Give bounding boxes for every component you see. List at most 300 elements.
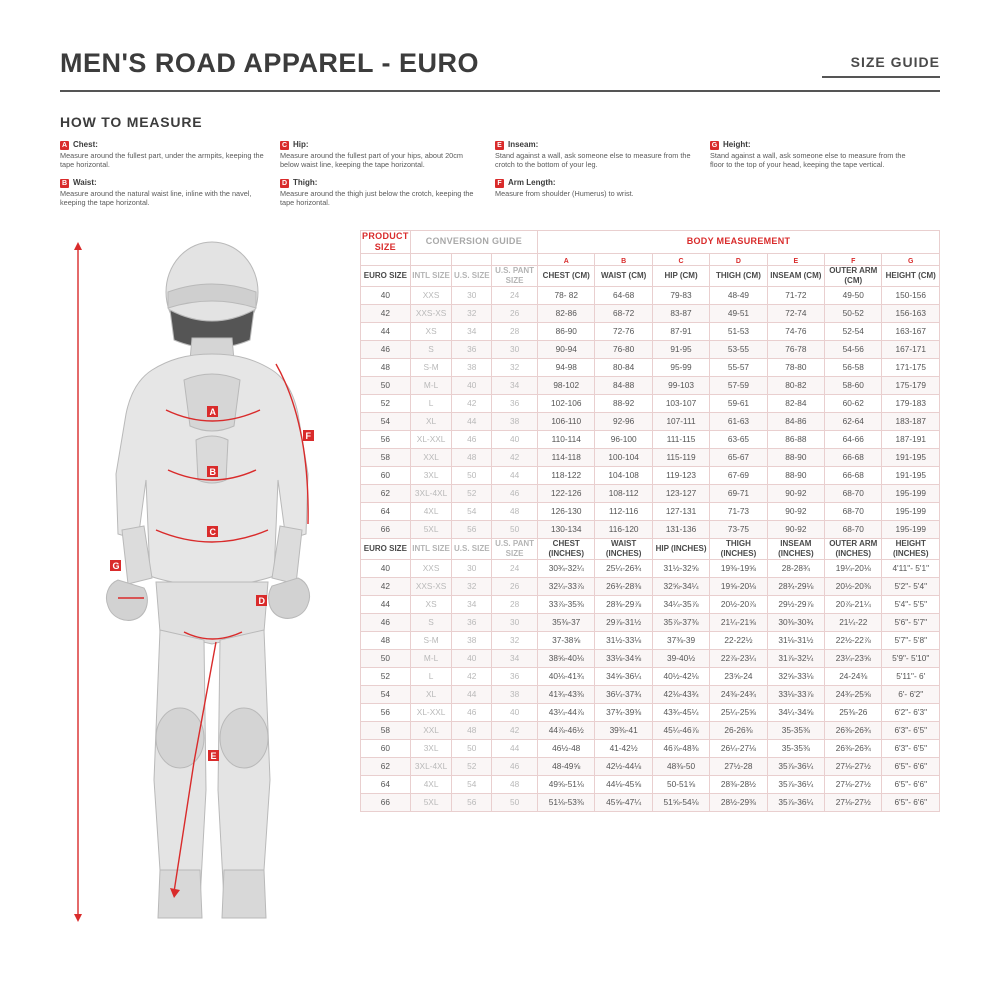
- table-cell: 54: [361, 412, 411, 430]
- measure-text-hip: Measure around the fullest part of your hips, about 20cm below waist line, keeping the tape horizontal.: [280, 151, 463, 170]
- table-cell: 42: [452, 394, 492, 412]
- table-cell: 78-80: [767, 358, 824, 376]
- table-row: [361, 739, 940, 757]
- table-cell: 195-199: [882, 502, 940, 520]
- table-cell: 102-106: [538, 394, 595, 412]
- col-letter-a: A: [538, 253, 595, 265]
- table-cell: 35⅞-36¼: [767, 775, 824, 793]
- table-cell: 32: [452, 577, 492, 595]
- table-cell: 82-86: [538, 304, 595, 322]
- table-cell: 100-104: [595, 448, 652, 466]
- table-cell: 49-50: [825, 286, 882, 304]
- table-cell: 131-136: [652, 520, 709, 538]
- table-cell: 66: [361, 793, 411, 811]
- table-cell: 32⅝-33⅛: [767, 667, 824, 685]
- table-cell: 44: [452, 685, 492, 703]
- table-cell: 45¼-46⅞: [652, 721, 709, 739]
- table-cell: 19¼-20⅛: [825, 559, 882, 577]
- table-cell: 6'5"- 6'6": [882, 757, 940, 775]
- table-cell: 30: [452, 286, 492, 304]
- group-product-size: PRODUCT SIZE: [362, 230, 409, 252]
- table-cell: 33⅛-33⅞: [767, 685, 824, 703]
- table-cell: 175-179: [882, 376, 940, 394]
- table-cell: XXL: [410, 721, 452, 739]
- table-cell: 171-175: [882, 358, 940, 376]
- table-cell: 46: [361, 340, 411, 358]
- table-cell: S-M: [410, 358, 452, 376]
- table-cell: 48: [492, 502, 538, 520]
- table-cell: 88-92: [595, 394, 652, 412]
- table-cell: 5XL: [410, 793, 452, 811]
- colhead-euro-size: EURO SIZE: [361, 265, 411, 286]
- table-cell: 107-111: [652, 412, 709, 430]
- table-cell: XL-XXL: [410, 703, 452, 721]
- table-cell: 34⅝-36¼: [595, 667, 652, 685]
- table-cell: 60-62: [825, 394, 882, 412]
- table-cell: 50-51⅝: [652, 775, 709, 793]
- table-cell: XS: [410, 595, 452, 613]
- colhead-height-in: HEIGHT (INCHES): [882, 538, 940, 559]
- table-cell: 108-112: [595, 484, 652, 502]
- figure-marker-g: G: [112, 560, 120, 571]
- table-cell: 31⅛-31½: [767, 631, 824, 649]
- table-cell: 49-51: [710, 304, 767, 322]
- table-cell: 191-195: [882, 448, 940, 466]
- table-cell: 26¾-28⅜: [595, 577, 652, 595]
- col-letter-f: F: [825, 253, 882, 265]
- col-letter-g: G: [882, 253, 940, 265]
- table-cell: 34: [452, 595, 492, 613]
- col-letter-c: C: [652, 253, 709, 265]
- badge-b-icon: B: [61, 179, 68, 187]
- colhead-outer-arm-in: OUTER ARM (INCHES): [825, 538, 882, 559]
- table-cell: 62: [361, 484, 411, 502]
- table-cell: 20½-20⅞: [710, 595, 767, 613]
- table-cell: 22-22½: [710, 631, 767, 649]
- table-cell: 26¼-27⅛: [710, 739, 767, 757]
- table-cell: 43¾-45¼: [652, 703, 709, 721]
- table-row: [361, 649, 940, 667]
- table-cell: 104-108: [595, 466, 652, 484]
- table-cell: 103-107: [652, 394, 709, 412]
- table-cell: 86-88: [767, 430, 824, 448]
- table-cell: S: [410, 340, 452, 358]
- colhead-hip-cm: HIP (CM): [652, 265, 709, 286]
- table-cell: 38⅝-40⅛: [538, 649, 595, 667]
- table-cell: 52: [452, 757, 492, 775]
- table-cell: 27⅛-27½: [825, 793, 882, 811]
- table-cell: 3XL-4XL: [410, 484, 452, 502]
- colhead-hip-in: HIP (INCHES): [652, 538, 709, 559]
- table-cell: 179-183: [882, 394, 940, 412]
- table-cell: 90-94: [538, 340, 595, 358]
- colhead-thigh-cm: THIGH (CM): [710, 265, 767, 286]
- group-body-measurement: BODY MEASUREMENT: [538, 230, 940, 253]
- table-cell: 40: [452, 376, 492, 394]
- table-cell: 90-92: [767, 502, 824, 520]
- table-cell: 34: [492, 376, 538, 394]
- measure-label-height: Height:: [723, 140, 751, 149]
- figure-marker-a: A: [209, 406, 216, 417]
- table-cell: 28: [492, 595, 538, 613]
- table-cell: 46: [361, 613, 411, 631]
- measure-item-thigh: [280, 178, 481, 208]
- table-cell: 86-90: [538, 322, 595, 340]
- table-cell: L: [410, 394, 452, 412]
- figure-marker-f: F: [305, 430, 311, 441]
- badge-e-icon: E: [495, 141, 504, 150]
- colhead-inseam-cm: INSEAM (CM): [767, 265, 824, 286]
- table-cell: M-L: [410, 376, 452, 394]
- table-cell: 33⅞-35⅜: [538, 595, 595, 613]
- colhead-inseam-in: INSEAM (INCHES): [767, 538, 824, 559]
- mannequin-figure: [60, 230, 360, 945]
- table-cell: 71-73: [710, 502, 767, 520]
- table-cell: 6'3"- 6'5": [882, 739, 940, 757]
- header-divider: [60, 90, 940, 92]
- table-cell: 42: [492, 448, 538, 466]
- figure-marker-b: B: [209, 466, 216, 477]
- table-cell: 87-91: [652, 322, 709, 340]
- table-cell: 41-42½: [595, 739, 652, 757]
- table-cell: 26: [492, 304, 538, 322]
- table-cell: 56: [361, 703, 411, 721]
- table-cell: 21¼-22: [825, 613, 882, 631]
- table-cell: XS: [410, 322, 452, 340]
- table-cell: 32¼-33⅞: [538, 577, 595, 595]
- table-cell: 50: [492, 793, 538, 811]
- table-cell: 6'2"- 6'3": [882, 703, 940, 721]
- table-cell: 42: [361, 304, 411, 322]
- table-row: [361, 394, 940, 412]
- table-row: [361, 577, 940, 595]
- table-cell: 38: [452, 631, 492, 649]
- colhead-us-pant-size-in: U.S. PANT SIZE: [492, 538, 538, 559]
- measure-column-2: [280, 140, 495, 216]
- table-cell: XXS: [410, 286, 452, 304]
- table-cell: 68-70: [825, 502, 882, 520]
- table-cell: 54: [361, 685, 411, 703]
- table-cell: 64: [361, 502, 411, 520]
- table-cell: 42½-44⅛: [595, 757, 652, 775]
- table-cell: 167-171: [882, 340, 940, 358]
- table-row: [361, 703, 940, 721]
- table-cell: 42: [361, 577, 411, 595]
- measure-text-arm-length: Measure from shoulder (Humerus) to wrist.: [495, 188, 634, 198]
- table-cell: 76-80: [595, 340, 652, 358]
- table-group-header-row: [361, 230, 940, 253]
- table-cell: 76-78: [767, 340, 824, 358]
- table-cell: 54-56: [825, 340, 882, 358]
- measure-column-3: [495, 140, 710, 216]
- table-cell: 5XL: [410, 520, 452, 538]
- table-cell: 36: [492, 394, 538, 412]
- measure-label-thigh: Thigh:: [293, 177, 318, 187]
- table-row: [361, 559, 940, 577]
- table-cell: 46: [492, 484, 538, 502]
- table-row: [361, 685, 940, 703]
- table-cell: 48⅜-50: [652, 757, 709, 775]
- table-cell: 52: [361, 394, 411, 412]
- table-cell: 79-83: [652, 286, 709, 304]
- table-cell: 32: [492, 358, 538, 376]
- table-cell: 56-58: [825, 358, 882, 376]
- table-cell: 56: [452, 520, 492, 538]
- table-cell: 5'11"- 6': [882, 667, 940, 685]
- table-cell: 42⅛-43¾: [652, 685, 709, 703]
- table-cell: XL: [410, 412, 452, 430]
- table-cell: 29½-29⅞: [767, 595, 824, 613]
- table-row: [361, 448, 940, 466]
- table-cell: 26: [492, 577, 538, 595]
- table-cell: 88-90: [767, 448, 824, 466]
- table-cell: 92-96: [595, 412, 652, 430]
- table-cell: 84-86: [767, 412, 824, 430]
- table-cell: 110-114: [538, 430, 595, 448]
- colhead-us-size: U.S. SIZE: [452, 265, 492, 286]
- table-cell: 51-53: [710, 322, 767, 340]
- table-cell: 20½-20⅜: [825, 577, 882, 595]
- table-cell: 44⅛-45⅝: [595, 775, 652, 793]
- table-cell: 40: [361, 559, 411, 577]
- table-cell: 19⅝-20⅛: [710, 577, 767, 595]
- table-cell: 48: [452, 448, 492, 466]
- table-row: [361, 430, 940, 448]
- measure-item-waist: [60, 178, 266, 208]
- table-row: [361, 775, 940, 793]
- table-cell: 54: [452, 502, 492, 520]
- table-cell: 36: [452, 613, 492, 631]
- colhead-intl-size-in: INTL SIZE: [410, 538, 452, 559]
- table-row: [361, 340, 940, 358]
- measure-label-hip: Hip:: [293, 140, 309, 149]
- table-row: [361, 412, 940, 430]
- page-header: [60, 40, 940, 98]
- table-cell: 23⅝-24: [710, 667, 767, 685]
- table-cell: 28½-29⅜: [710, 793, 767, 811]
- table-cell: 34¼-35⅞: [652, 595, 709, 613]
- table-cell: 20⅞-21¼: [825, 595, 882, 613]
- table-cell: 195-199: [882, 520, 940, 538]
- table-cell: 106-110: [538, 412, 595, 430]
- table-cell: 72-74: [767, 304, 824, 322]
- table-cell: 78- 82: [538, 286, 595, 304]
- table-cell: XXS: [410, 559, 452, 577]
- table-row: [361, 322, 940, 340]
- table-cell: XXS-XS: [410, 577, 452, 595]
- table-cell: 38: [452, 358, 492, 376]
- table-cell: 111-115: [652, 430, 709, 448]
- table-cell: 44: [492, 739, 538, 757]
- table-cell: 68-70: [825, 484, 882, 502]
- figure-marker-c: C: [209, 526, 216, 537]
- table-cell: 114-118: [538, 448, 595, 466]
- table-row: [361, 358, 940, 376]
- table-cell: 80-82: [767, 376, 824, 394]
- table-cell: 59-61: [710, 394, 767, 412]
- table-cell: 42: [452, 667, 492, 685]
- table-cell: 60: [361, 739, 411, 757]
- table-row: [361, 466, 940, 484]
- table-cell: 50-52: [825, 304, 882, 322]
- badge-g-icon: G: [711, 142, 718, 149]
- table-cell: 60: [361, 466, 411, 484]
- badge-c-icon: C: [281, 142, 288, 149]
- table-cell: 31½-33⅛: [595, 631, 652, 649]
- table-cell: 5'7"- 5'8": [882, 631, 940, 649]
- table-cell: 126-130: [538, 502, 595, 520]
- table-cell: 37-38⅝: [538, 631, 595, 649]
- table-cell: 38: [492, 412, 538, 430]
- table-cell: 3XL: [410, 739, 452, 757]
- table-cell: 25⅜-26: [825, 703, 882, 721]
- table-cell: 84-88: [595, 376, 652, 394]
- colhead-outer-arm-cm: OUTER ARM (CM): [825, 265, 882, 286]
- figure-marker-d: D: [258, 595, 265, 606]
- size-table: [360, 230, 940, 812]
- table-cell: 44⅞-46½: [538, 721, 595, 739]
- table-cell: 5'9"- 5'10": [882, 649, 940, 667]
- table-cell: 29⅞-31½: [595, 613, 652, 631]
- table-cell: 56: [452, 793, 492, 811]
- table-cell: 52: [361, 667, 411, 685]
- table-row: [361, 520, 940, 538]
- table-cell: 130-134: [538, 520, 595, 538]
- col-letter-e: E: [767, 253, 824, 265]
- table-cell: 31½-32⅝: [652, 559, 709, 577]
- table-cell: 56: [361, 430, 411, 448]
- measure-label-waist: Waist:: [73, 177, 97, 187]
- table-row: [361, 595, 940, 613]
- colhead-euro-size-in: EURO SIZE: [361, 538, 411, 559]
- table-cell: 30⅜-30¾: [767, 613, 824, 631]
- table-cell: 51⅝-54⅛: [652, 793, 709, 811]
- table-row: [361, 484, 940, 502]
- measure-text-chest: Measure around the fullest part, under the armpits, keeping the tape horizontal.: [60, 151, 264, 170]
- table-cell: 35-35⅜: [767, 721, 824, 739]
- table-cell: 72-76: [595, 322, 652, 340]
- table-cell: L: [410, 667, 452, 685]
- table-cell: 88-90: [767, 466, 824, 484]
- table-cell: 96-100: [595, 430, 652, 448]
- table-cell: 69-71: [710, 484, 767, 502]
- colhead-height-cm: HEIGHT (CM): [882, 265, 940, 286]
- table-cell: 43¼-44⅞: [538, 703, 595, 721]
- measure-column-1: [60, 140, 280, 216]
- table-cell: 64-66: [825, 430, 882, 448]
- table-cell: 156-163: [882, 304, 940, 322]
- table-cell: S: [410, 613, 452, 631]
- measure-definitions: [60, 140, 940, 216]
- table-cell: 122-126: [538, 484, 595, 502]
- table-cell: 50: [492, 520, 538, 538]
- measure-item-chest: [60, 140, 266, 170]
- table-cell: 48: [361, 358, 411, 376]
- table-cell: 40: [361, 286, 411, 304]
- table-cell: 62: [361, 757, 411, 775]
- table-cell: 39-40½: [652, 649, 709, 667]
- table-cell: 48-49: [710, 286, 767, 304]
- how-to-measure-section: [60, 114, 940, 216]
- measure-item-hip: [280, 140, 481, 170]
- measure-text-inseam: Stand against a wall, ask someone else to measure from the crotch to the bottom of your leg.: [495, 151, 691, 170]
- table-cell: 91-95: [652, 340, 709, 358]
- table-cell: 4XL: [410, 502, 452, 520]
- size-guide-underline: [822, 76, 940, 78]
- table-cell: 48-49⅝: [538, 757, 595, 775]
- table-cell: 28¾-29⅛: [767, 577, 824, 595]
- table-cell: 28⅜-28½: [710, 775, 767, 793]
- table-cell: 40: [452, 649, 492, 667]
- table-cell: 73-75: [710, 520, 767, 538]
- colhead-chest-cm: CHEST (CM): [538, 265, 595, 286]
- page-title: MEN'S ROAD APPAREL - EURO: [60, 48, 479, 78]
- table-cell: 50: [361, 649, 411, 667]
- measure-text-waist: Measure around the natural waist line, inline with the navel, keeping the tape horizontal.: [60, 188, 252, 208]
- table-cell: 90-92: [767, 484, 824, 502]
- table-cell: 31⅞-32¼: [767, 649, 824, 667]
- table-cell: 83-87: [652, 304, 709, 322]
- table-cell: 41¾-43⅜: [538, 685, 595, 703]
- measure-item-inseam: [495, 140, 696, 170]
- measure-column-4: [710, 140, 925, 216]
- table-row: [361, 376, 940, 394]
- size-guide-badge: SIZE GUIDE: [850, 54, 940, 70]
- table-cell: 68-70: [825, 520, 882, 538]
- table-row: [361, 502, 940, 520]
- table-cell: 64: [361, 775, 411, 793]
- table-cell: 35⅞-36¼: [767, 793, 824, 811]
- table-cell: 32⅝-34¼: [652, 577, 709, 595]
- table-row: [361, 286, 940, 304]
- table-cell: 95-99: [652, 358, 709, 376]
- table-cell: 21¼-21⅝: [710, 613, 767, 631]
- figure-marker-e: E: [210, 750, 217, 761]
- colhead-us-size-in: U.S. SIZE: [452, 538, 492, 559]
- table-cell: 5'4"- 5'5": [882, 595, 940, 613]
- table-cell: 24¾-25⅝: [825, 685, 882, 703]
- table-cell: 55-57: [710, 358, 767, 376]
- table-cell: 5'6"- 5'7": [882, 613, 940, 631]
- table-cell: 191-195: [882, 466, 940, 484]
- table-cell: 4XL: [410, 775, 452, 793]
- how-to-measure-title: HOW TO MEASURE: [60, 114, 203, 130]
- table-cell: 44: [361, 595, 411, 613]
- table-cell: 27⅛-27½: [825, 775, 882, 793]
- colhead-thigh-in: THIGH (INCHES): [710, 538, 767, 559]
- table-cell: 44: [452, 412, 492, 430]
- colhead-intl-size: INTL SIZE: [410, 265, 452, 286]
- colhead-chest-in: CHEST (INCHES): [538, 538, 595, 559]
- table-cell: 44: [492, 466, 538, 484]
- table-cell: 28-28¾: [767, 559, 824, 577]
- table-cell: 48: [452, 721, 492, 739]
- table-cell: 66-68: [825, 448, 882, 466]
- table-cell: 24: [492, 559, 538, 577]
- main-content: [60, 230, 940, 945]
- table-cell: 74-76: [767, 322, 824, 340]
- table-cell: 58: [361, 448, 411, 466]
- table-cell: 34¼-34⅝: [767, 703, 824, 721]
- table-cell: 30¾-32¼: [538, 559, 595, 577]
- table-cell: 58-60: [825, 376, 882, 394]
- measure-label-chest: Chest:: [73, 140, 98, 149]
- table-header-row-inches: [361, 538, 940, 559]
- table-cell: 36: [452, 340, 492, 358]
- table-cell: 52-54: [825, 322, 882, 340]
- table-cell: 54: [452, 775, 492, 793]
- table-cell: 71-72: [767, 286, 824, 304]
